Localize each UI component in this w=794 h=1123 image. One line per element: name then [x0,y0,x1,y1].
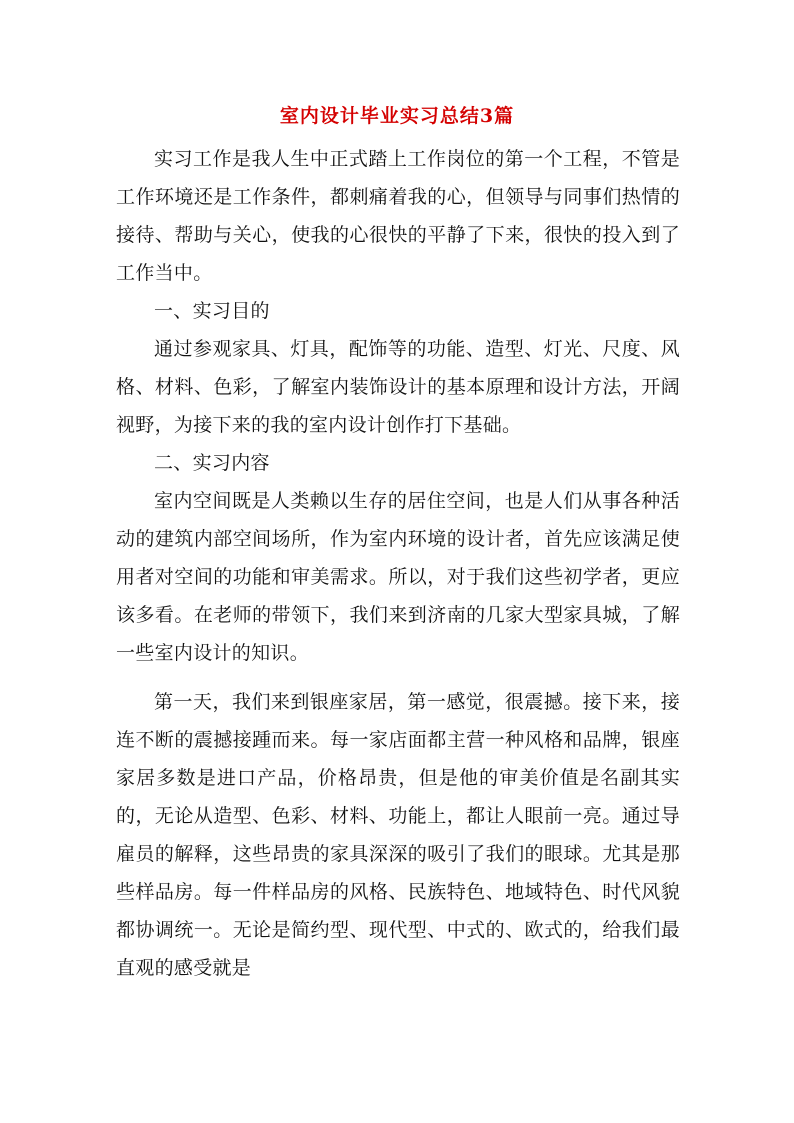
section-heading-purpose: 一、实习目的 [154,300,270,322]
document-body [116,140,680,987]
paragraph-content: 室内空间既是人类赖以生存的居住空间，也是人们从事各种活动的建筑内部空间场所，作为室内环境的设计者，首先应该满足使用者对空间的功能和审美需求。所以，对于我们这些初学者，更应该多看。在老师的带领下，我们来到济南的几家大型家具城，了解一些室内设计的知识。 [116,490,680,664]
paragraph-intro: 实习工作是我人生中正式踏上工作岗位的第一个工程，不管是工作环境还是工作条件，都刺痛着我的心，但领导与同事们热情的接待、帮助与关心，使我的心很快的平静了下来，很快的投入到了工作当中。 [116,148,680,284]
paragraph-first-day: 第一天，我们来到银座家居，第一感觉，很震撼。接下来，接连不断的震撼接踵而来。每一家店面都主营一种风格和品牌，银座家居多数是进口产品，价格昂贵，但是他的审美价值是名副其实的，无论从造型、色彩、材料、功能上，都让人眼前一亮。通过导雇员的解释，这些昂贵的家具深深的吸引了我们的眼球。尤其是那些样品房。每一件样品房的风格、民族特色、地域特色、时代风貌都协调统一。无论是简约型、现代型、中式的、欧式的，给我们最直观的感受就是 [116,691,680,979]
document-title: 室内设计毕业实习总结3篇 [279,105,515,127]
section-heading-content: 二、实习内容 [154,452,270,474]
paragraph-purpose: 通过参观家具、灯具，配饰等的功能、造型、灯光、尺度、风格、材料、色彩，了解室内装饰设计的基本原理和设计方法，开阔视野，为接下来的我的室内设计创作打下基础。 [116,338,680,436]
